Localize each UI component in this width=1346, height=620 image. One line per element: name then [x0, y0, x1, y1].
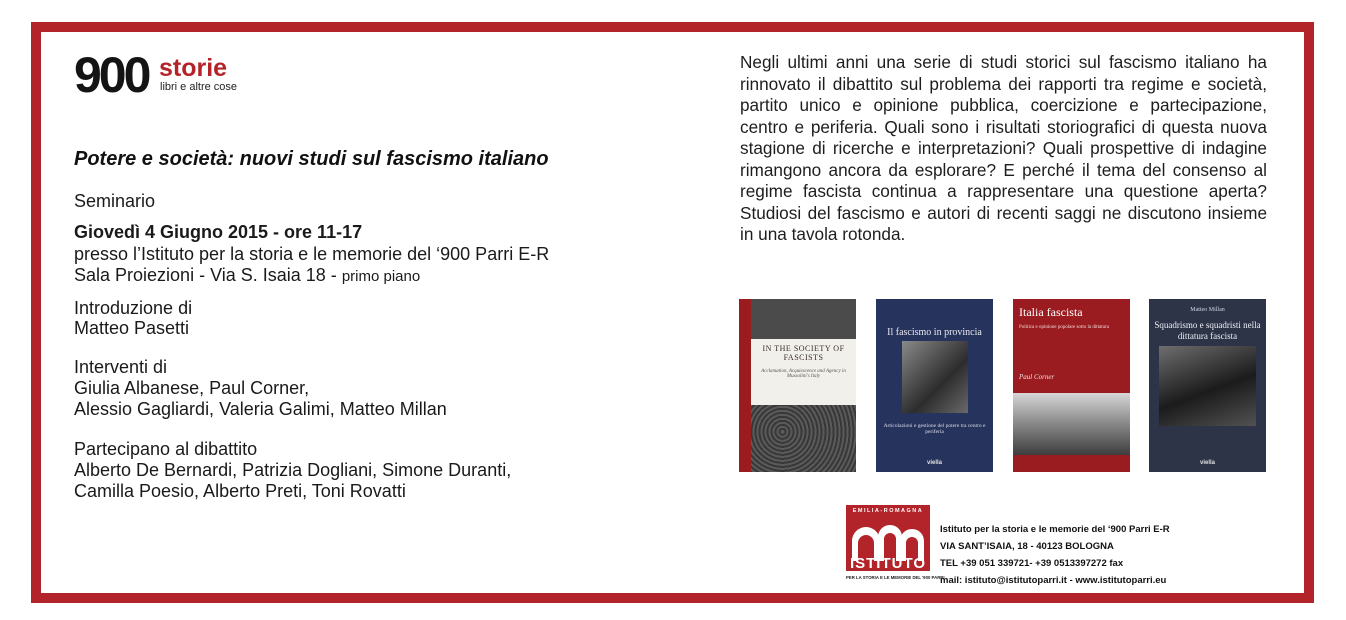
institute-phone: TEL +39 051 339721- +39 0513397272 fax — [940, 558, 1124, 569]
institute-region: EMILIA-ROMAGNA — [852, 508, 924, 514]
institute-word: ISTITUTO — [849, 555, 927, 572]
debate-line: Camilla Poesio, Alberto Preti, Toni Rovatti — [74, 481, 406, 501]
book-subtitle: Politica e opinione popolare sotto la dittatura — [1019, 325, 1109, 330]
logo-number: 900 — [74, 47, 149, 103]
book-cover-squadrismo — [1149, 299, 1266, 472]
book-title: IN THE SOCIETY OF FASCISTS — [762, 344, 845, 362]
speakers-line: Giulia Albanese, Paul Corner, — [74, 378, 310, 398]
debate-line: Alberto De Bernardi, Patrizia Dogliani, Simone Duranti, — [74, 460, 512, 480]
intro-name: Matteo Pasetti — [74, 318, 190, 338]
book-cover-photo — [1159, 346, 1256, 426]
debate-label: Partecipano al dibattito — [74, 439, 258, 459]
book-title: Il fascismo in provincia — [887, 327, 982, 338]
book-cover-italia-fascista — [1013, 299, 1130, 472]
event-type: Seminario — [74, 191, 156, 211]
institute-info — [940, 521, 1170, 589]
book-subtitle: Acclamation, Acquiescence and Agency in Mussolini's Italy — [761, 369, 846, 379]
institute-logo — [846, 505, 945, 589]
speakers-label: Interventi di — [74, 357, 168, 377]
logo-tagline: libri e altre cose — [160, 81, 238, 93]
description-paragraph: Negli ultimi anni una serie di studi storici sul fascismo italiano ha rinnovato il dibattito sul problema dei rapporti tra regime e società, partito unico e opinione pubblica, coercizione e partecipazione, centro e periferia. Quali sono i risultati storiografici di questa nuova stagione di ricerche e interpretazioni? Quali prospettive di indagine rimangono ancora da esplorare? E perché il tema del consenso al regime fascista continua a rappresentare una questione aperta? Studiosi del fascismo e autori di recenti saggi ne discutono insieme in una tavola rotonda. — [740, 52, 1267, 244]
venue-floor: primo piano — [341, 268, 421, 285]
book-title: Squadrismo e squadristi nella dittatura fascista — [1154, 320, 1261, 341]
book-cover-photo — [1013, 393, 1130, 455]
book-author: Paul Corner — [1019, 373, 1055, 381]
institute-name: Istituto per la storia e le memorie del ‘900 Parri E-R — [940, 524, 1170, 535]
venue-room — [74, 265, 420, 287]
book-subtitle: Articolazioni e gestione del potere tra centro e periferia — [883, 423, 986, 435]
intro-label: Introduzione di — [74, 298, 193, 318]
book-author: Matteo Millan — [1190, 307, 1225, 313]
institute-contact: mail: istituto@istitutoparri.it - www.istitutoparri.eu — [940, 575, 1167, 586]
book-publisher: viella — [1199, 460, 1215, 466]
venue-line: presso l’Istituto per la storia e le memorie del ‘900 Parri E-R — [74, 244, 550, 264]
venue-room-text: Sala Proiezioni - Via S. Isaia 18 - — [74, 265, 342, 285]
book-cover-fascismo-in-provincia — [876, 299, 993, 472]
book-title: Italia fascista — [1019, 305, 1083, 319]
book-publisher: viella — [926, 460, 942, 466]
speakers-line: Alessio Gagliardi, Valeria Galimi, Matteo Millan — [74, 399, 447, 419]
book-cover-image — [751, 405, 856, 472]
logo-word: storie — [159, 54, 228, 82]
institute-subline: PER LA STORIA E LE MEMORIE DEL '900 PARRI — [846, 575, 945, 580]
book-cover-society-of-fascists — [739, 299, 856, 472]
event-date: Giovedì 4 Giugno 2015 - ore 11-17 — [74, 222, 363, 242]
institute-address: VIA SANT’ISAIA, 18 - 40123 BOLOGNA — [940, 541, 1114, 552]
book-cover-photo — [902, 341, 968, 413]
event-title: Potere e società: nuovi studi sul fascismo italiano — [74, 148, 549, 170]
book-spine-band — [739, 299, 751, 472]
